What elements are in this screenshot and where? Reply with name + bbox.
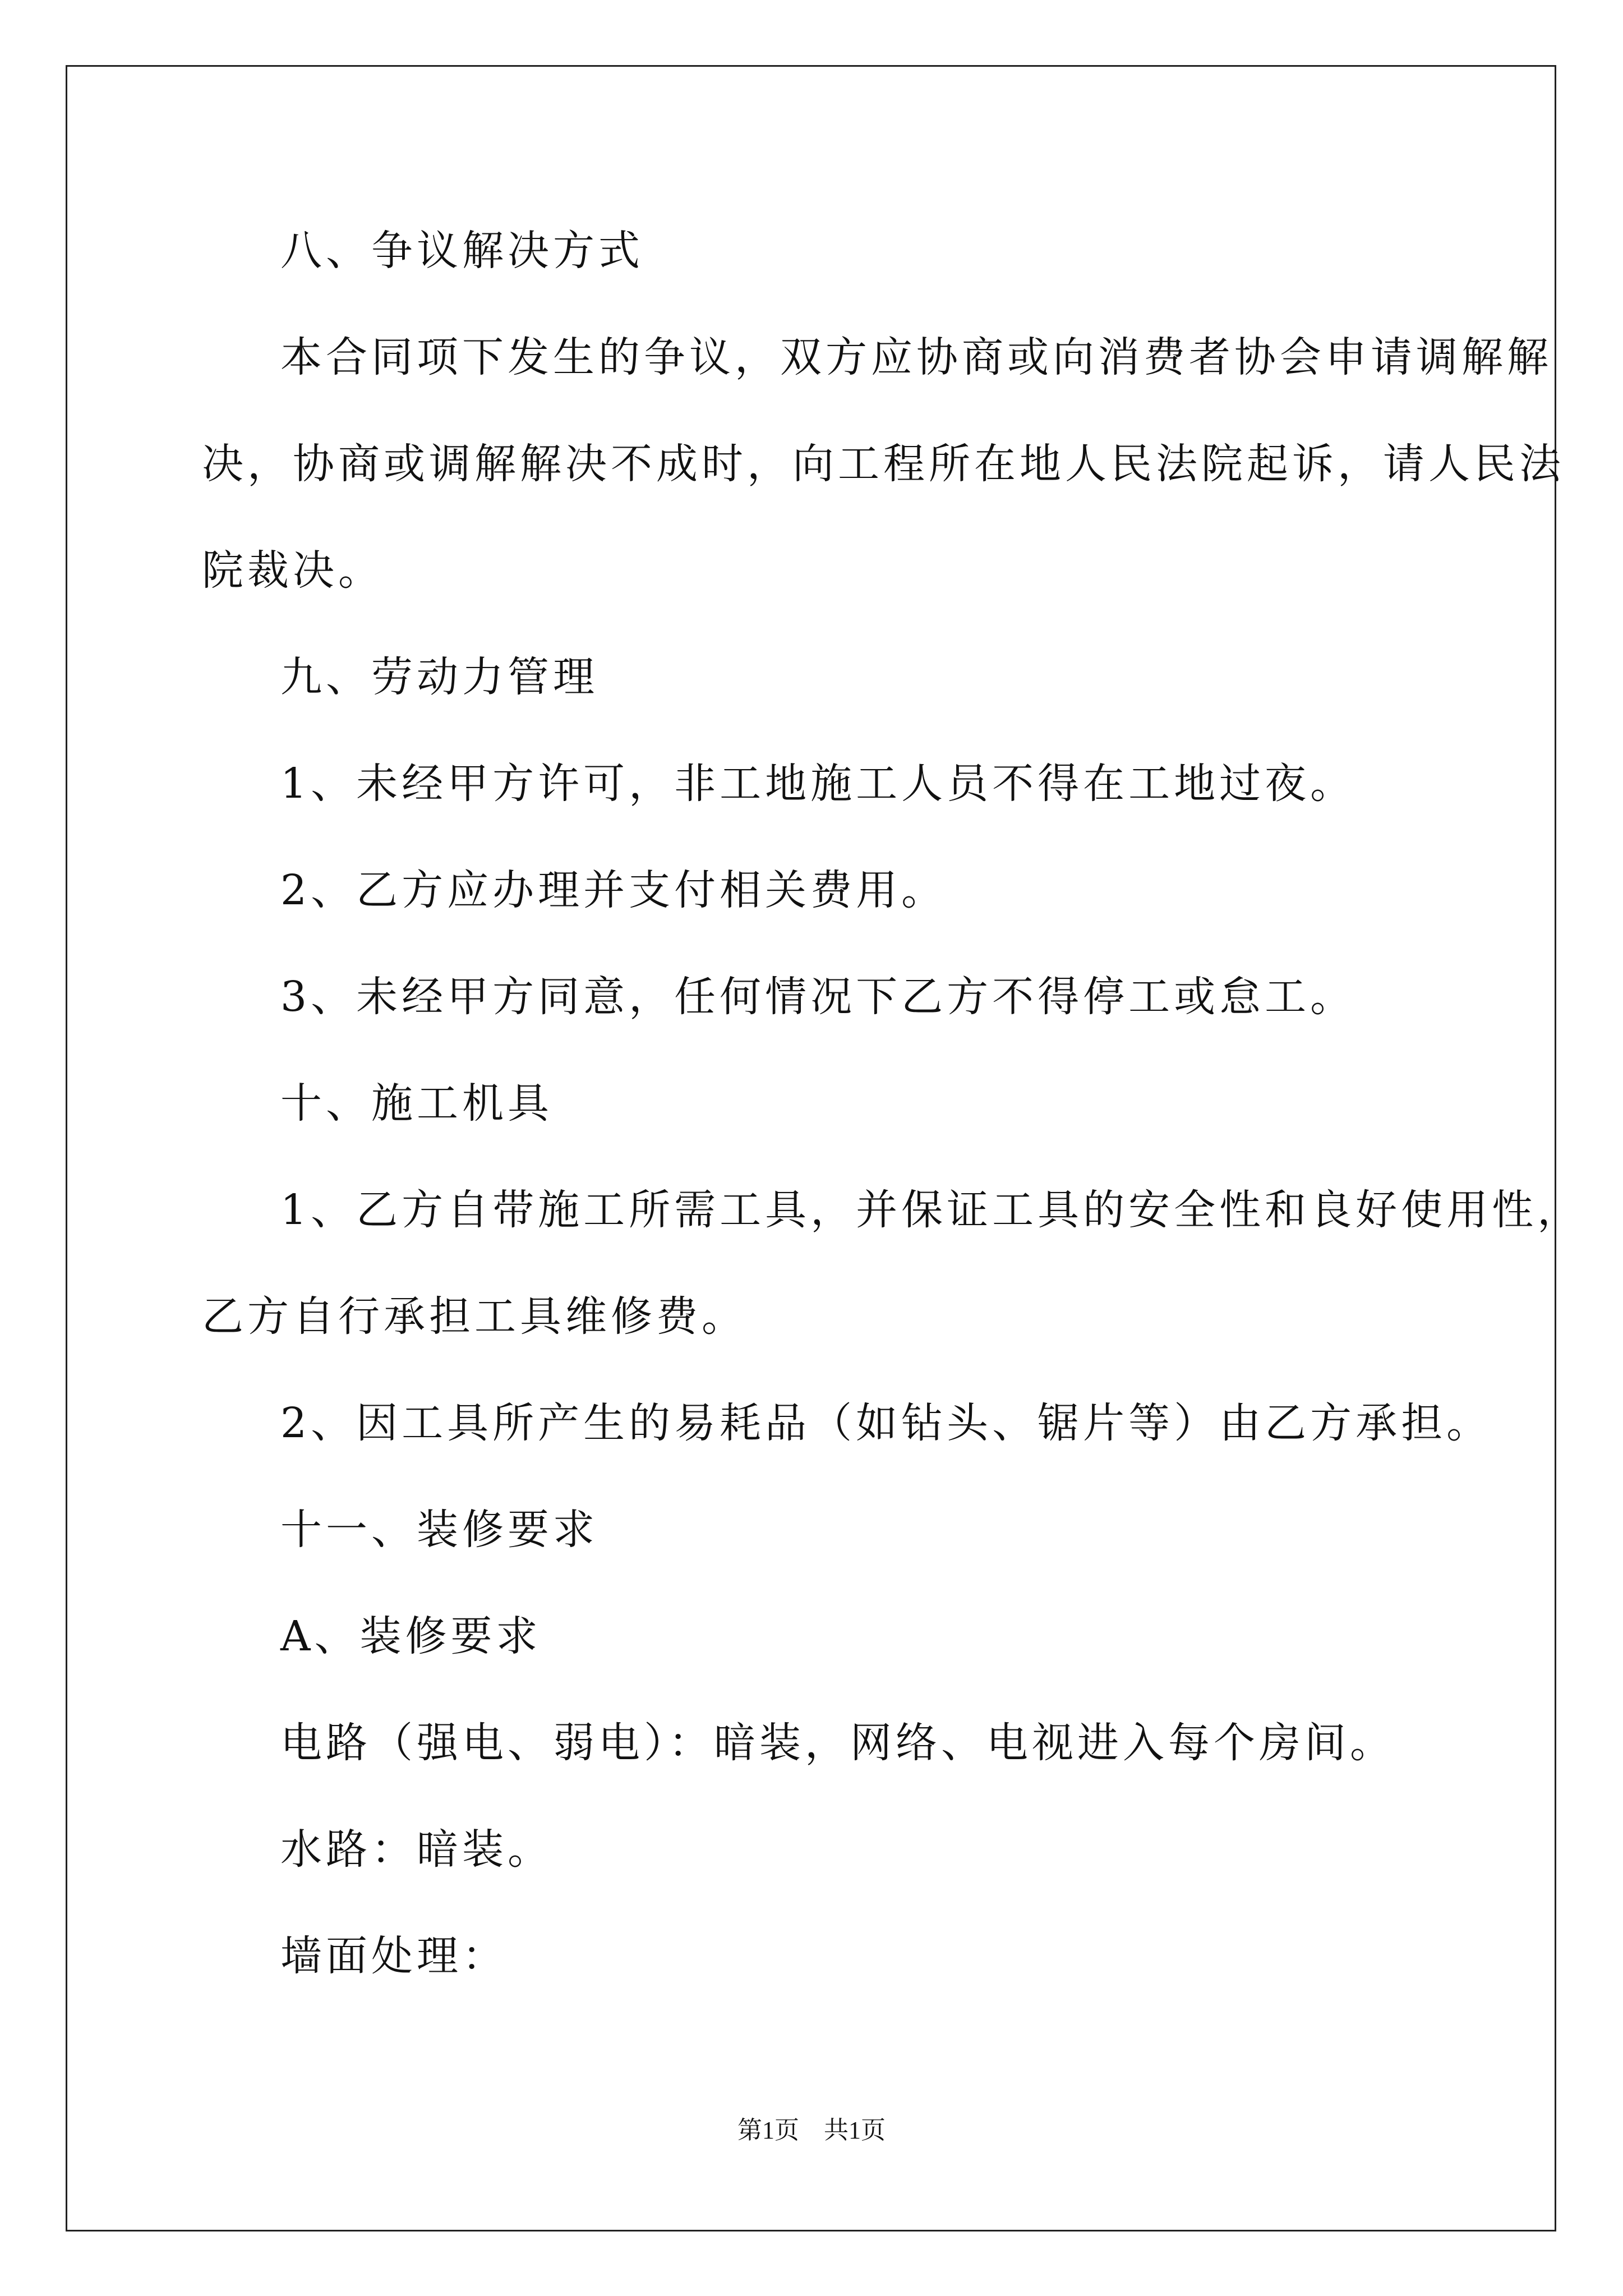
paragraph-line: 决，协商或调解解决不成时，向工程所在地人民法院起诉，请人民法 — [202, 440, 1565, 488]
section-heading-dispute: 八、争议解决方式 — [280, 227, 644, 275]
paragraph-line: 本合同项下发生的争议，双方应协商或向消费者协会申请调解解 — [280, 333, 1552, 381]
paragraph-line: 1、未经甲方许可，非工地施工人员不得在工地过夜。 — [280, 760, 1356, 808]
paragraph-line: 2、因工具所产生的易耗品（如钻头、锯片等）由乙方承担。 — [280, 1399, 1492, 1447]
paragraph-line: 水路：暗装。 — [280, 1825, 553, 1874]
paragraph-line: 墙面处理： — [280, 1932, 508, 1980]
subsection-heading: A、装修要求 — [280, 1612, 542, 1660]
section-heading-labor: 九、劳动力管理 — [280, 653, 598, 701]
paragraph-line: 乙方自行承担工具维修费。 — [202, 1292, 747, 1341]
section-heading-tools: 十、施工机具 — [280, 1079, 553, 1128]
paragraph-line: 院裁决。 — [202, 546, 384, 595]
section-heading-decoration: 十一、装修要求 — [280, 1506, 598, 1554]
paragraph-line: 电路（强电、弱电）：暗装，网络、电视进入每个房间。 — [280, 1719, 1395, 1767]
paragraph-line: 2、乙方应办理并支付相关费用。 — [280, 866, 947, 914]
paragraph-line: 1、乙方自带施工所需工具，并保证工具的安全性和良好使用性， — [280, 1186, 1583, 1234]
page-number-footer: 第1页 共1页 — [737, 2116, 886, 2144]
page-border — [66, 65, 1556, 2231]
paragraph-line: 3、未经甲方同意，任何情况下乙方不得停工或怠工。 — [280, 973, 1356, 1021]
